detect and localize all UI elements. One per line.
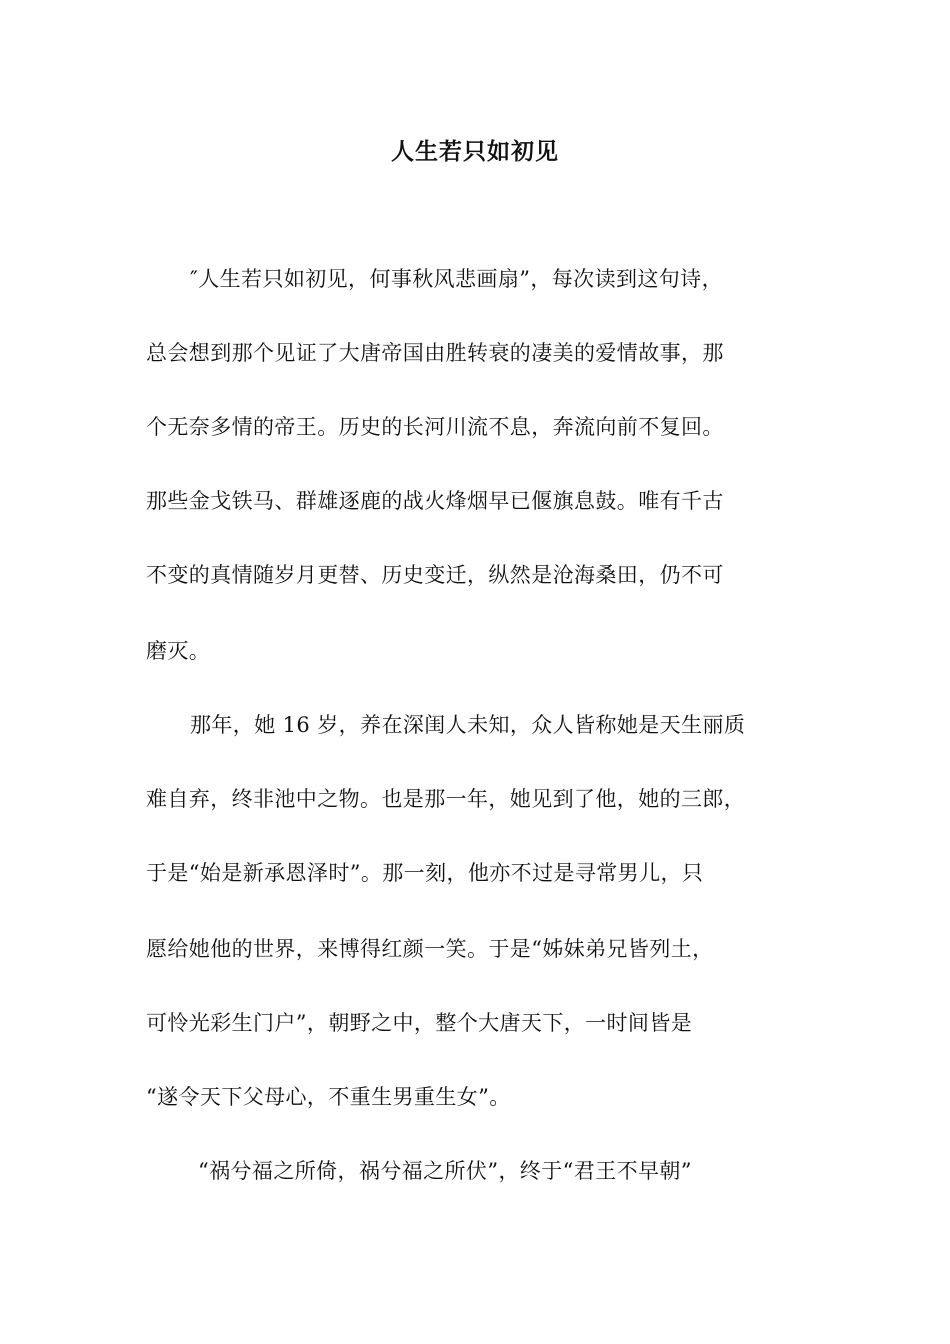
- paragraph-1-line-3: 个无奈多情的帝王。历史的长河川流不息，奔流向前不复回。: [146, 415, 724, 439]
- paragraph-2-line-2: 难自弃，终非池中之物。也是那一年，她见到了他，她的三郎，: [146, 787, 746, 811]
- paragraph-1-line-5: 不变的真情随岁月更替、历史变迁，纵然是沧海桑田，仍不可: [146, 563, 724, 587]
- document-title: 人生若只如初见: [391, 138, 559, 165]
- paragraph-2-line-1: 那年，她 16 岁，养在深闺人未知，众人皆称她是天生丽质: [190, 713, 746, 737]
- paragraph-2-line-5: 可怜光彩生门户”，朝野之中，整个大唐天下，一时间皆是: [146, 1011, 693, 1035]
- paragraph-2-line-6: “遂令天下父母心，不重生男重生女”。: [146, 1085, 511, 1109]
- paragraph-2-line-3: 于是“始是新承恩泽时”。那一刻，他亦不过是寻常男儿，只: [146, 861, 704, 885]
- paragraph-1-line-2: 总会想到那个见证了大唐帝国由胜转衰的凄美的爱情故事，那: [146, 341, 724, 365]
- paragraph-1-line-4: 那些金戈铁马、群雄逐鹿的战火烽烟早已偃旗息鼓。唯有千古: [146, 489, 724, 513]
- paragraph-1-line-1: ″人生若只如初见，何事秋风悲画扇”，每次读到这句诗，: [190, 267, 723, 291]
- paragraph-1-line-6: 磨灭。: [146, 639, 211, 663]
- paragraph-3-line-1: “祸兮福之所倚，祸兮福之所伏”，终于“君王不早朝”: [198, 1159, 692, 1183]
- paragraph-2-line-4: 愿给她他的世界，来博得红颜一笑。于是“姊妹弟兄皆列土，: [146, 937, 714, 961]
